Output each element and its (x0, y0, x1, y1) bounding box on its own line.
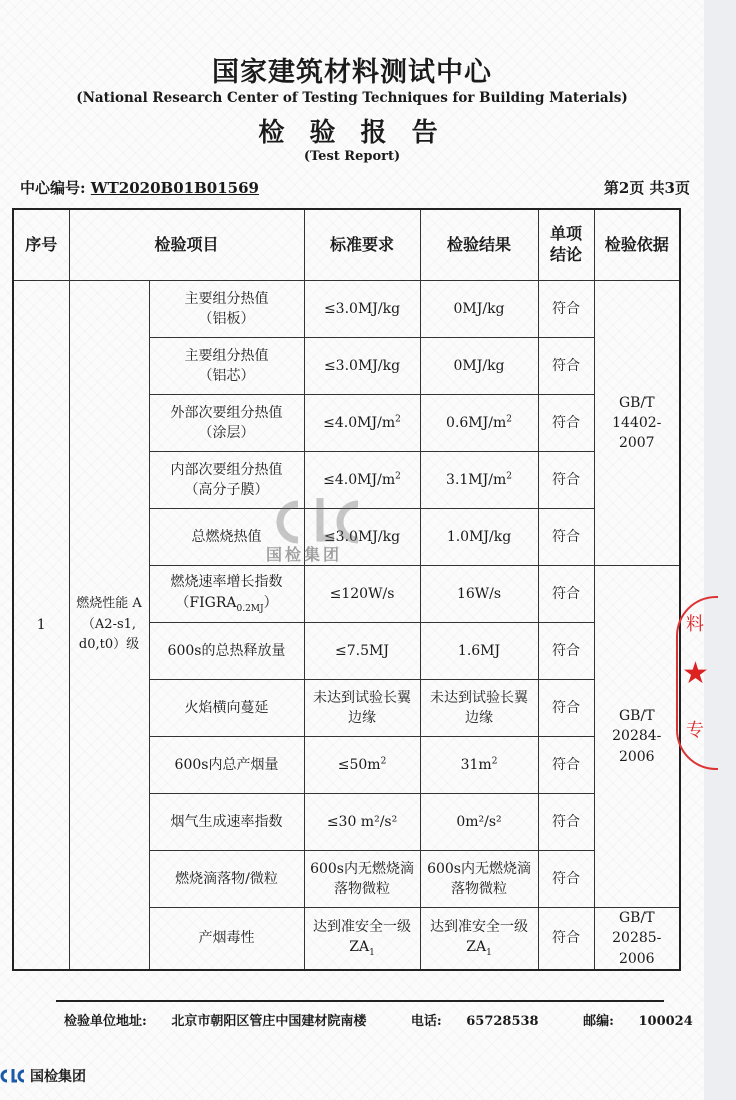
requirement-cell: $\le 50m^2$ (304, 737, 420, 794)
conclusion-cell: 符合 (538, 623, 594, 680)
brand-name: 国检集团 (30, 1069, 86, 1085)
center-number (20, 177, 259, 198)
brand-mark (0, 1066, 86, 1086)
requirement-cell: ≤3.0MJ/kg (304, 281, 420, 338)
red-seal-stamp (676, 596, 718, 770)
requirement-cell: ≤30 m²/s² (304, 794, 420, 851)
seq-cell: 1 (13, 281, 69, 970)
conclusion-cell: 符合 (538, 908, 594, 970)
conclusion-cell: 符合 (538, 452, 594, 509)
center-number-label: 中心编号: (20, 179, 86, 197)
basis-cell: GB/T 14402-2007 (594, 281, 680, 566)
item-cell: 600s的总热释放量 (149, 623, 304, 680)
result-cell: 未达到试验长翼边缘 (420, 680, 538, 737)
item-cell: 内部次要组分热值 （高分子膜） (149, 452, 304, 509)
requirement-cell: ≤3.0MJ/kg (304, 509, 420, 566)
requirement-cell: ≤3.0MJ/kg (304, 338, 420, 395)
result-cell: 1.6MJ (420, 623, 538, 680)
report-table (12, 208, 681, 971)
conclusion-cell: 符合 (538, 338, 594, 395)
item-cell: 主要组分热值 （铝芯） (149, 338, 304, 395)
conclusion-cell: 符合 (538, 851, 594, 908)
result-cell: 600s内无燃烧滴落物微粒 (420, 851, 538, 908)
seal-star-icon: ★ (682, 656, 709, 691)
phone: 电话: 65728538 (410, 1014, 539, 1029)
item-cell: 燃烧滴落物/微粒 (149, 851, 304, 908)
header-requirement: 标准要求 (304, 209, 420, 281)
result-cell: 达到准安全一级 $ZA_1$ (420, 908, 538, 970)
item-cell: 外部次要组分热值 （涂层） (149, 395, 304, 452)
item-cell: 燃烧速率增长指数 $(FIGRA_{0.2MJ})$ (149, 566, 304, 623)
requirement-cell: 600s内无燃烧滴落物微粒 (304, 851, 420, 908)
center-title: 国家建筑材料测试中心 (212, 57, 492, 88)
result-cell: 1.0MJ/kg (420, 509, 538, 566)
conclusion-cell: 符合 (538, 737, 594, 794)
requirement-cell: $\le 4.0MJ/m^2$ (304, 452, 420, 509)
requirement-cell: ≤7.5MJ (304, 623, 420, 680)
conclusion-cell: 符合 (538, 566, 594, 623)
page-edge (704, 0, 736, 1100)
table-header-row (13, 209, 680, 281)
center-title-en: (National Research Center of Testing Techniques for Building Materials) (76, 90, 628, 106)
requirement-cell: 未达到试验长翼边缘 (304, 680, 420, 737)
header-seq: 序号 (13, 209, 69, 281)
header-item: 检验项目 (69, 209, 304, 281)
conclusion-cell: 符合 (538, 680, 594, 737)
ctc-logo-icon (0, 1068, 26, 1084)
requirement-cell: $\le 4.0MJ/m^2$ (304, 395, 420, 452)
header-result: 检验结果 (420, 209, 538, 281)
footer-divider (56, 1000, 664, 1002)
item-cell: 烟气生成速率指数 (149, 794, 304, 851)
conclusion-cell: 符合 (538, 395, 594, 452)
item-cell: 主要组分热值 （铝板） (149, 281, 304, 338)
group-cell: 燃烧性能 A（A2-s1, d0,t0）级 (69, 281, 149, 970)
watermark-text: 国检集团 (266, 545, 343, 564)
result-cell: 0MJ/kg (420, 338, 538, 395)
report-title-en: (Test Report) (303, 149, 401, 164)
item-cell: 产烟毒性 (149, 908, 304, 970)
seal-char-top: 料 (686, 614, 704, 635)
footer (64, 1010, 733, 1029)
conclusion-cell: 符合 (538, 281, 594, 338)
result-cell: $31m^2$ (420, 737, 538, 794)
item-cell: 总燃烧热值 (149, 509, 304, 566)
header-basis: 检验依据 (594, 209, 680, 281)
page-info: 第2页 共3页 (603, 179, 690, 197)
result-cell: 16W/s (420, 566, 538, 623)
result-cell: 0m²/s² (420, 794, 538, 851)
basis-cell: GB/T 20284-2006 (594, 566, 680, 908)
table-row (13, 281, 680, 338)
conclusion-cell: 符合 (538, 509, 594, 566)
item-cell: 600s内总产烟量 (149, 737, 304, 794)
result-cell: $3.1MJ/m^2$ (420, 452, 538, 509)
result-cell: 0MJ/kg (420, 281, 538, 338)
address: 检验单位地址: 北京市朝阳区管庄中国建材院南楼 (64, 1014, 367, 1029)
seal-char-bottom: 专 (686, 720, 704, 741)
basis-cell: GB/T 20285-2006 (594, 908, 680, 970)
zip: 邮编: 100024 (583, 1014, 693, 1029)
item-cell: 火焰横向蔓延 (149, 680, 304, 737)
requirement-cell: ≤120W/s (304, 566, 420, 623)
requirement-cell: 达到准安全一级 $ZA_1$ (304, 908, 420, 970)
conclusion-cell: 符合 (538, 794, 594, 851)
header-conclusion: 单项 结论 (538, 209, 594, 281)
result-cell: $0.6MJ/m^2$ (420, 395, 538, 452)
center-number-value: WT2020B01B01569 (90, 179, 259, 197)
report-title: 检 验 报 告 (258, 118, 446, 148)
